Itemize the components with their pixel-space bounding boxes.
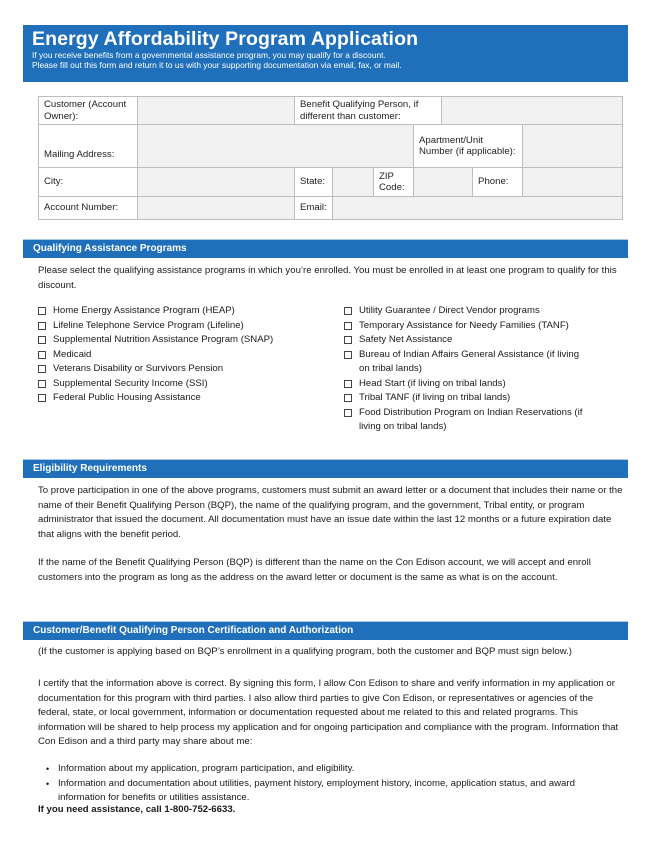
bullet-icon: • xyxy=(46,778,50,789)
checkbox[interactable] xyxy=(38,307,46,315)
bullet-icon: • xyxy=(46,764,50,774)
eligibility-paragraph-1: To prove participation in one of the above programs, customers must submit an award letter or a document that includes their name or the name of their Benefit Qualifying Person (BQP), the name of the qualifying program, and the government, Tribal entity, or program administrator that issued the document. All documentation must have an issue date within the last 12 months or a future expiration date that aligns with the benefit period. xyxy=(38,485,623,540)
program-option[interactable]: Federal Public Housing Assistance xyxy=(38,391,318,406)
phone-field[interactable] xyxy=(523,168,623,197)
checkbox[interactable] xyxy=(344,307,352,315)
assistance-phone-note: If you need assistance, call 1-800-752-6633. xyxy=(38,804,236,815)
header-subtitle-2: Please fill out this form and return it to us with your supporting documentation via email, fax, or mail. xyxy=(32,60,402,70)
checkbox[interactable] xyxy=(38,394,46,402)
program-option[interactable]: Medicaid xyxy=(38,348,318,363)
apartment-field[interactable] xyxy=(523,125,623,168)
page-title: Energy Affordability Program Application xyxy=(32,28,419,50)
checkbox[interactable] xyxy=(344,380,352,388)
program-option[interactable]: Food Distribution Program on Indian Reservations (if living on tribal lands) xyxy=(344,406,584,435)
program-option[interactable]: Home Energy Assistance Program (HEAP) xyxy=(38,304,318,319)
state-field[interactable] xyxy=(333,168,374,197)
program-option[interactable]: Supplemental Security Income (SSI) xyxy=(38,377,318,392)
city-label: City: xyxy=(39,168,138,197)
mailing-address-field[interactable] xyxy=(138,125,414,168)
zip-label: ZIP Code: xyxy=(374,168,414,197)
program-option[interactable]: Veterans Disability or Survivors Pension xyxy=(38,362,318,377)
customer-field[interactable] xyxy=(138,97,295,125)
email-field[interactable] xyxy=(333,197,623,220)
zip-field[interactable] xyxy=(414,168,473,197)
checkbox[interactable] xyxy=(344,394,352,402)
eligibility-paragraph-2: If the name of the Benefit Qualifying Person (BQP) is different than the name on the Con Edison account, we will accept and enroll customers into the program as long as the address on the award letter or document is the same as what is on the account. xyxy=(38,557,591,583)
bqp-field[interactable] xyxy=(442,97,623,125)
checkbox[interactable] xyxy=(38,322,46,330)
checkbox[interactable] xyxy=(38,380,46,388)
checkbox[interactable] xyxy=(38,336,46,344)
list-item: • Information and documentation about utilities, payment history, employment history, income, application status, and award information for benefits or utilities assistance. xyxy=(46,777,616,806)
checkbox[interactable] xyxy=(344,409,352,417)
program-option[interactable]: Bureau of Indian Affairs General Assistance (if living on tribal lands) xyxy=(344,348,584,377)
email-label: Email: xyxy=(295,197,333,220)
header-subtitle-1: If you receive benefits from a governmental assistance program, you may qualify for a discount. xyxy=(32,50,386,60)
checkbox[interactable] xyxy=(344,351,352,359)
checkbox[interactable] xyxy=(38,351,46,359)
bqp-label: Benefit Qualifying Person, if different than customer: xyxy=(295,97,442,125)
account-number-field[interactable] xyxy=(138,197,295,220)
checkbox[interactable] xyxy=(344,322,352,330)
list-item: • Information about my application, program participation, and eligibility. xyxy=(46,762,616,777)
program-option[interactable]: Head Start (if living on tribal lands) xyxy=(344,377,584,392)
shared-info-list xyxy=(46,762,616,806)
phone-label: Phone: xyxy=(473,168,523,197)
checkbox[interactable] xyxy=(38,365,46,373)
mailing-address-label: Mailing Address: xyxy=(39,125,138,168)
program-option[interactable]: Utility Guarantee / Direct Vendor programs xyxy=(344,304,584,319)
program-option[interactable]: Safety Net Assistance xyxy=(344,333,584,348)
programs-list-left xyxy=(38,304,318,406)
checkbox[interactable] xyxy=(344,336,352,344)
programs-section-header: Qualifying Assistance Programs xyxy=(23,239,628,258)
eligibility-section-header: Eligibility Requirements xyxy=(23,459,628,478)
certification-section-header: Customer/Benefit Qualifying Person Certification and Authorization xyxy=(23,621,628,640)
program-option[interactable]: Lifeline Telephone Service Program (Lifeline) xyxy=(38,319,318,334)
page-header xyxy=(23,25,628,82)
programs-list-right xyxy=(344,304,584,435)
state-label: State: xyxy=(295,168,333,197)
applicant-info-table xyxy=(38,96,623,220)
customer-label: Customer (Account Owner): xyxy=(39,97,138,125)
certification-note: (If the customer is applying based on BQP’s enrollment in a qualifying program, both the customer and BQP must sign below.) xyxy=(38,646,572,657)
program-option[interactable]: Supplemental Nutrition Assistance Program (SNAP) xyxy=(38,333,318,348)
program-option[interactable]: Tribal TANF (if living on tribal lands) xyxy=(344,391,584,406)
program-option[interactable]: Temporary Assistance for Needy Families (TANF) xyxy=(344,319,584,334)
city-field[interactable] xyxy=(138,168,295,197)
apartment-label: Apartment/Unit Number (if applicable): xyxy=(414,125,523,168)
account-number-label: Account Number: xyxy=(39,197,138,220)
programs-intro: Please select the qualifying assistance programs in which you’re enrolled. You must be enrolled in at least one program to qualify for this discount. xyxy=(38,265,617,291)
certification-paragraph: I certify that the information above is correct. By signing this form, I allow Con Edison to share and verify information in my application or documentation for this program with third parties. I also allow third parties to give Con Edison, or representatives or agencies of the federal, state, or local government, information or documentation requested about me related to this and related programs. This information will be shared to help process my application and for ongoing participation and compliance with the program. Information that Con Edison and a third party may share about me: xyxy=(38,678,619,748)
